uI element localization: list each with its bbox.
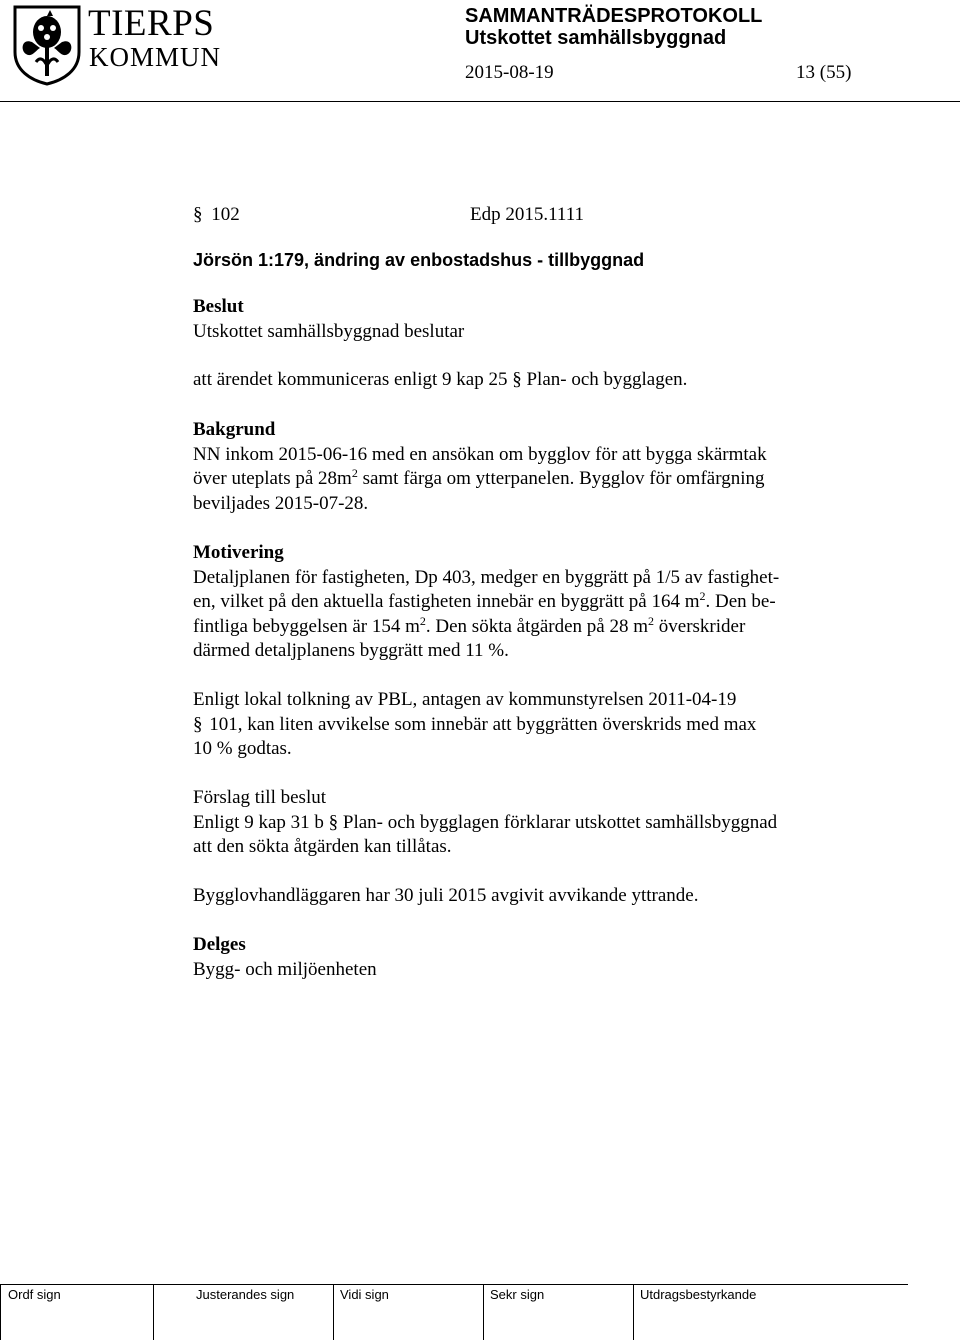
section-symbol: § xyxy=(328,811,339,833)
footer-column-divider xyxy=(153,1284,154,1340)
page-number: 13 (55) xyxy=(796,62,852,83)
logo-line2: KOMMUN xyxy=(89,42,222,72)
bakgrund-heading: Bakgrund xyxy=(193,419,276,440)
footer-vidi-sign: Vidi sign xyxy=(340,1287,389,1302)
footer-divider xyxy=(0,1284,908,1285)
logo xyxy=(12,3,222,86)
motivering-line1: Detaljplanen för fastigheten, Dp 403, medger en byggrätt på 1/5 av fastighet- xyxy=(193,566,780,588)
logo-line1: TIERPS xyxy=(88,3,215,44)
document-title: SAMMANTRÄDESPROTOKOLL xyxy=(465,5,763,27)
bakgrund-section xyxy=(193,418,913,516)
footer-column-divider xyxy=(333,1284,334,1340)
section-symbol: § xyxy=(512,369,522,390)
footer-sekr-sign: Sekr sign xyxy=(490,1287,545,1302)
beslut-line2: att ärendet kommuniceras enligt 9 kap 25 § Plan- och bygglagen. xyxy=(193,369,688,390)
header-divider xyxy=(0,101,960,102)
paragraph-number: 102 xyxy=(211,204,240,225)
case-reference: Edp 2015.1111 xyxy=(470,204,584,225)
committee-name: Utskottet samhällsbyggnad xyxy=(465,27,727,49)
delges-section xyxy=(193,933,913,982)
footer-ordf-sign: Ordf sign xyxy=(8,1287,61,1302)
meeting-date: 2015-08-19 xyxy=(465,62,554,83)
tolkning-section xyxy=(193,688,913,762)
motivering-line4: därmed detaljplanens byggrätt med 11 %. xyxy=(193,640,509,661)
bakgrund-line2: över uteplats på $28m^2$ samt färga om ytterpanelen. Bygglov för omfärgning xyxy=(193,466,765,489)
item-number xyxy=(193,203,240,228)
beslut-line1: Utskottet samhällsbyggnad beslutar xyxy=(193,320,465,342)
beslut-heading: Beslut xyxy=(193,296,244,317)
delges-heading: Delges xyxy=(193,934,246,955)
forslag-line2: att den sökta åtgärden kan tillåtas. xyxy=(193,836,452,857)
motivering-line3: fintliga bebyggelsen är 154 $m^2$. Den sökta åtgärden på 28 $m^2$ överskrider xyxy=(193,613,746,637)
tolkning-line3: 10 % godtas. xyxy=(193,738,292,759)
coat-of-arms-icon xyxy=(12,4,82,86)
footer-column-divider xyxy=(0,1284,1,1340)
delges-line1: Bygg- och miljöenheten xyxy=(193,958,377,980)
beslut-section xyxy=(193,295,913,393)
tolkning-line2: § 101, kan liten avvikelse som innebär att byggrätten överskrids med max xyxy=(193,713,757,735)
tolkning-line1: Enligt lokal tolkning av PBL, antagen av kommunstyrelsen 2011-04-19 xyxy=(193,689,737,710)
motivering-heading: Motivering xyxy=(193,542,284,563)
footer-utdragsbestyrkande: Utdragsbestyrkande xyxy=(640,1287,757,1302)
footer-justerandes-sign: Justerandes sign xyxy=(196,1287,295,1302)
motivering-section xyxy=(193,541,913,664)
bakgrund-line3: beviljades 2015-07-28. xyxy=(193,492,369,514)
section-symbol: § xyxy=(193,713,203,735)
footer-column-divider xyxy=(483,1284,484,1340)
item-title: Jörsön 1:179, ändring av enbostadshus - tillbyggnad xyxy=(193,250,645,270)
motivering-line2: en, vilket på den aktuella fastigheten innebär en byggrätt på 164 $m^2$. Den be- xyxy=(193,589,776,612)
section-symbol: § xyxy=(193,204,203,225)
forslag-section xyxy=(193,786,913,860)
yttrande-text: Bygglovhandläggaren har 30 juli 2015 avgivit avvikande yttrande. xyxy=(193,885,699,906)
forslag-line1: Enligt 9 kap 31 b § Plan- och bygglagen förklarar utskottet samhällsbyggnad xyxy=(193,811,778,833)
forslag-heading: Förslag till beslut xyxy=(193,787,326,808)
footer-column-divider xyxy=(633,1284,634,1340)
bakgrund-line1: NN inkom 2015-06-16 med en ansökan om bygglov för att bygga skärmtak xyxy=(193,443,767,465)
